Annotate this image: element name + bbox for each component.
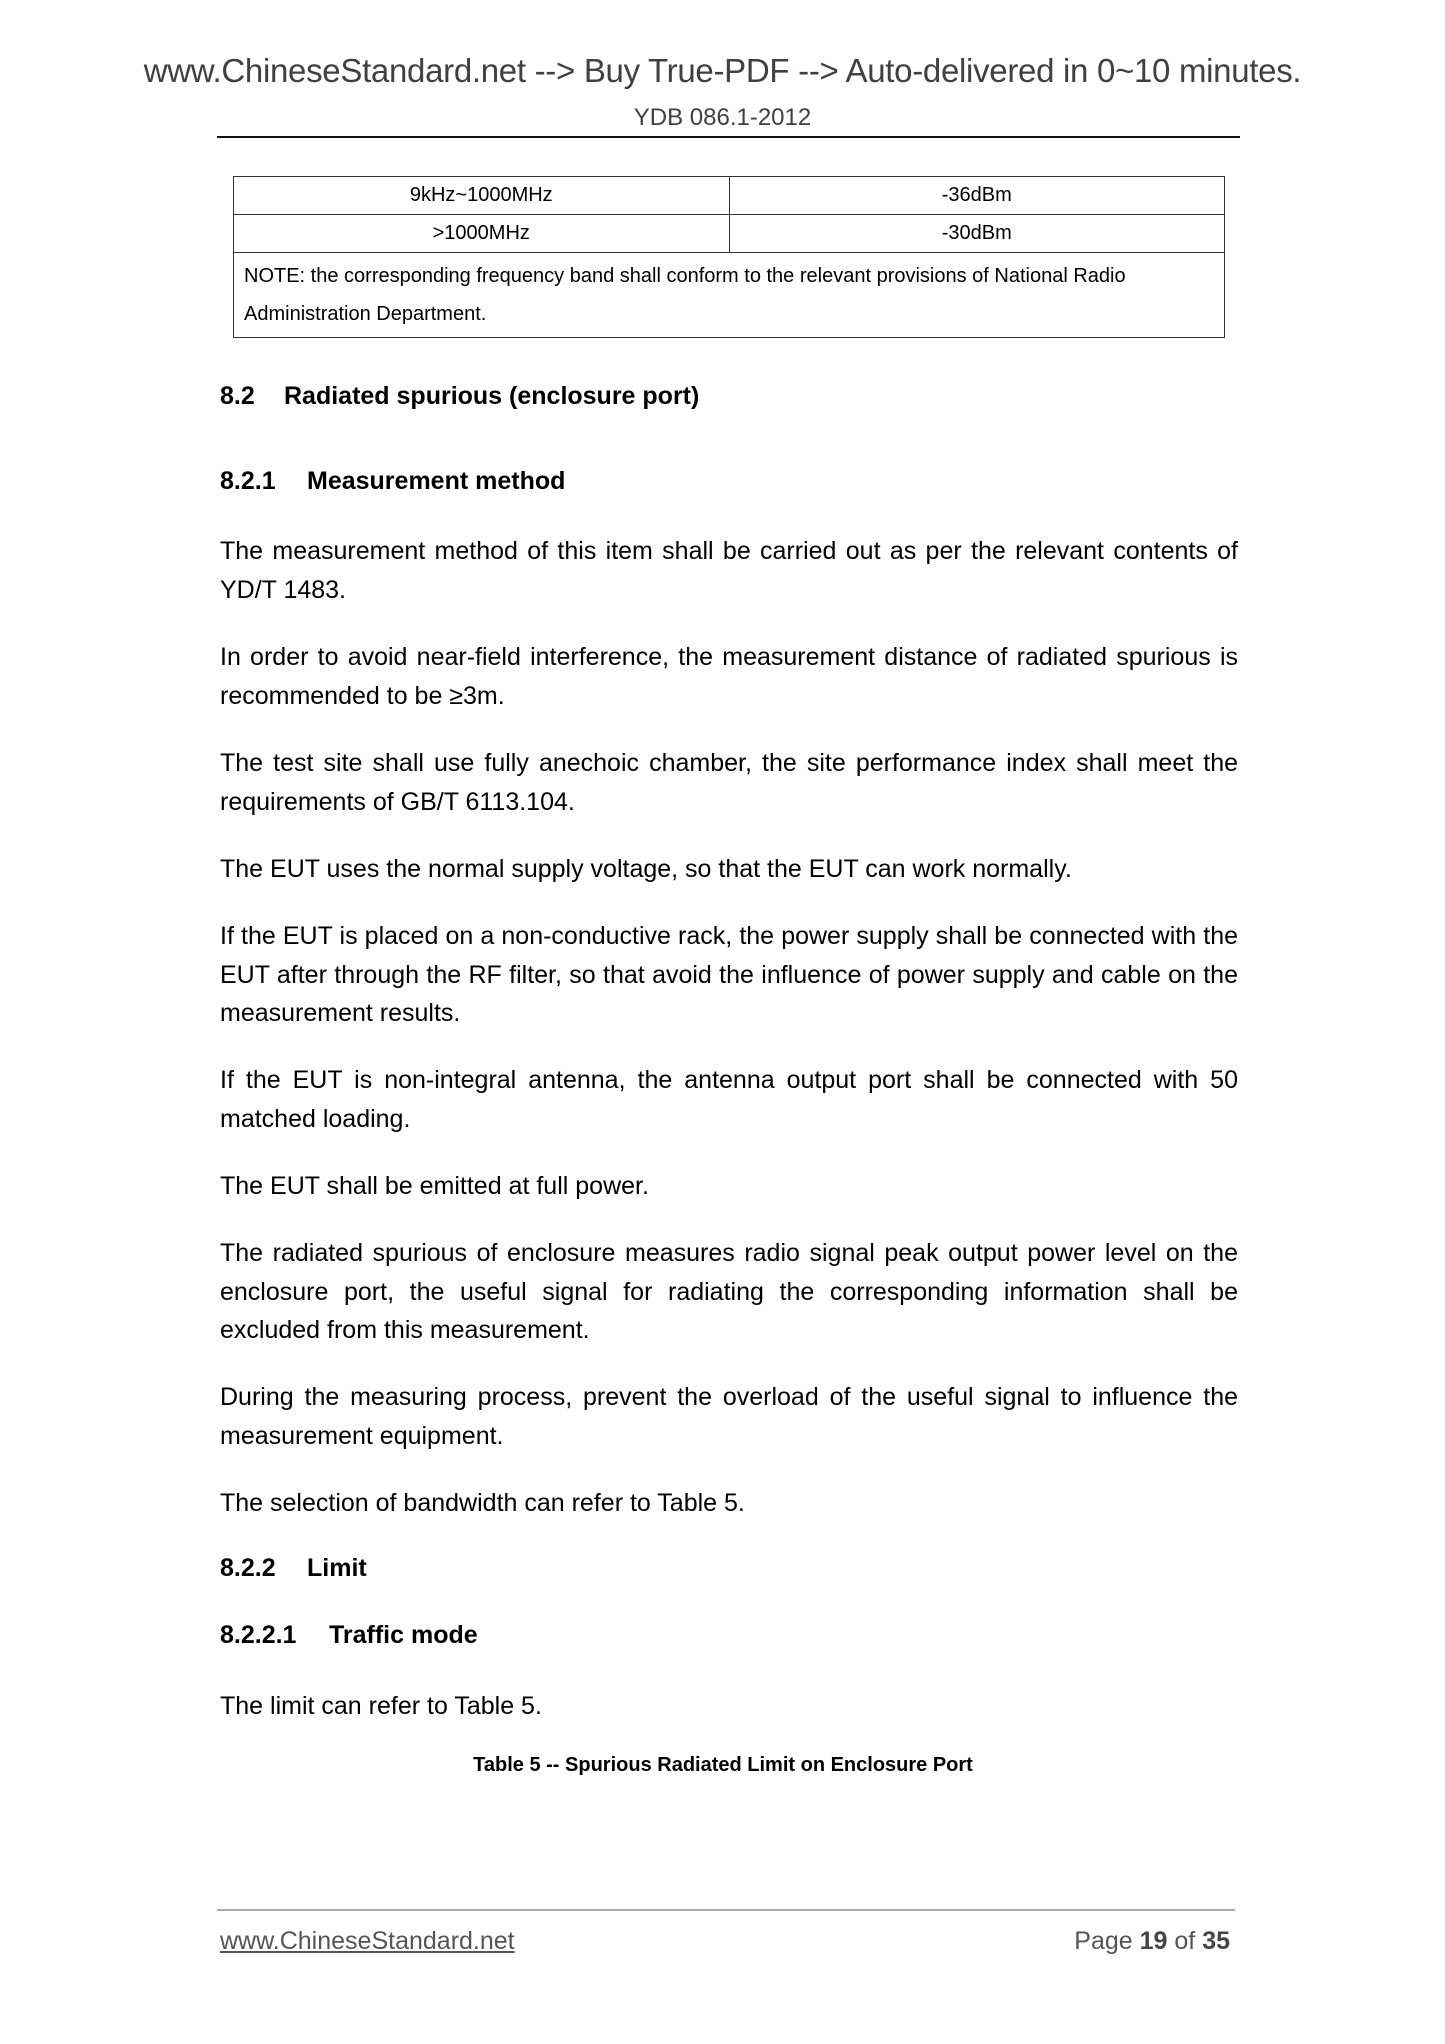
paragraph: The measurement method of this item shall be carried out as per the relevant contents of YD/T 1483. (220, 537, 1238, 604)
table-note-row (234, 253, 1225, 338)
section-heading-8-2-1 (220, 467, 565, 496)
section-number: 8.2.2.1 (220, 1621, 297, 1649)
section-title: Traffic mode (329, 1621, 478, 1649)
page-current: 19 (1139, 1927, 1168, 1955)
paragraph: If the EUT is placed on a non-conductive rack, the power supply shall be connected with the EUT after through the RF filter, so that avoid the influence of power supply and cable on the measurement results. (220, 922, 1238, 1027)
page-label: Page (1074, 1927, 1133, 1955)
section-number: 8.2 (220, 382, 255, 410)
paragraph: The EUT shall be emitted at full power. (220, 1172, 649, 1200)
paragraph: The selection of bandwidth can refer to Table 5. (220, 1489, 745, 1517)
section-title: Limit (307, 1554, 367, 1582)
paragraph: During the measuring process, prevent the overload of the useful signal to influence the measurement equipment. (220, 1383, 1238, 1450)
frequency-cell: >1000MHz (234, 215, 730, 253)
section-heading-8-2-2 (220, 1554, 367, 1583)
section-number: 8.2.1 (220, 467, 276, 495)
table-row (234, 177, 1225, 215)
page-header-banner: www.ChineseStandard.net --> Buy True-PDF --> Auto-delivered in 0~10 minutes. (143, 52, 1302, 89)
limit-cell: -36dBm (729, 177, 1225, 215)
paragraph: The radiated spurious of enclosure measures radio signal peak output power level on the enclosure port, the useful signal for radiating the corresponding information shall be excluded from this measurement. (220, 1239, 1238, 1344)
page-total: 35 (1202, 1927, 1230, 1955)
table-note: NOTE: the corresponding frequency band shall conform to the relevant provisions of National Radio Administration Department. (234, 253, 1225, 338)
limit-cell: -30dBm (729, 215, 1225, 253)
footer-website-link[interactable]: www.ChineseStandard.net (220, 1927, 515, 1955)
frequency-cell: 9kHz~1000MHz (234, 177, 730, 215)
paragraph: The limit can refer to Table 5. (220, 1692, 542, 1720)
standard-number: YDB 086.1-2012 (633, 104, 812, 131)
table-5-caption: Table 5 -- Spurious Radiated Limit on Enclosure Port (473, 1754, 973, 1776)
header-divider (217, 136, 1240, 138)
paragraph: The EUT uses the normal supply voltage, so that the EUT can work normally. (220, 855, 1072, 883)
page-of-label: of (1174, 1927, 1196, 1955)
footer-divider (217, 1909, 1235, 1911)
section-title: Radiated spurious (enclosure port) (284, 382, 700, 410)
table-row (234, 215, 1225, 253)
section-number: 8.2.2 (220, 1554, 276, 1582)
paragraph: The test site shall use fully anechoic chamber, the site performance index shall meet the requirements of GB/T 6113.104. (220, 749, 1238, 816)
frequency-limit-table (233, 176, 1225, 338)
section-title: Measurement method (307, 467, 566, 495)
paragraph: In order to avoid near-field interference, the measurement distance of radiated spurious is recommended to be ≥3m. (220, 643, 1238, 710)
page-indicator (1074, 1927, 1230, 1956)
section-heading-8-2 (220, 382, 699, 411)
section-heading-8-2-2-1 (220, 1621, 478, 1650)
paragraph: If the EUT is non-integral antenna, the antenna output port shall be connected with 50 matched loading. (220, 1066, 1238, 1133)
